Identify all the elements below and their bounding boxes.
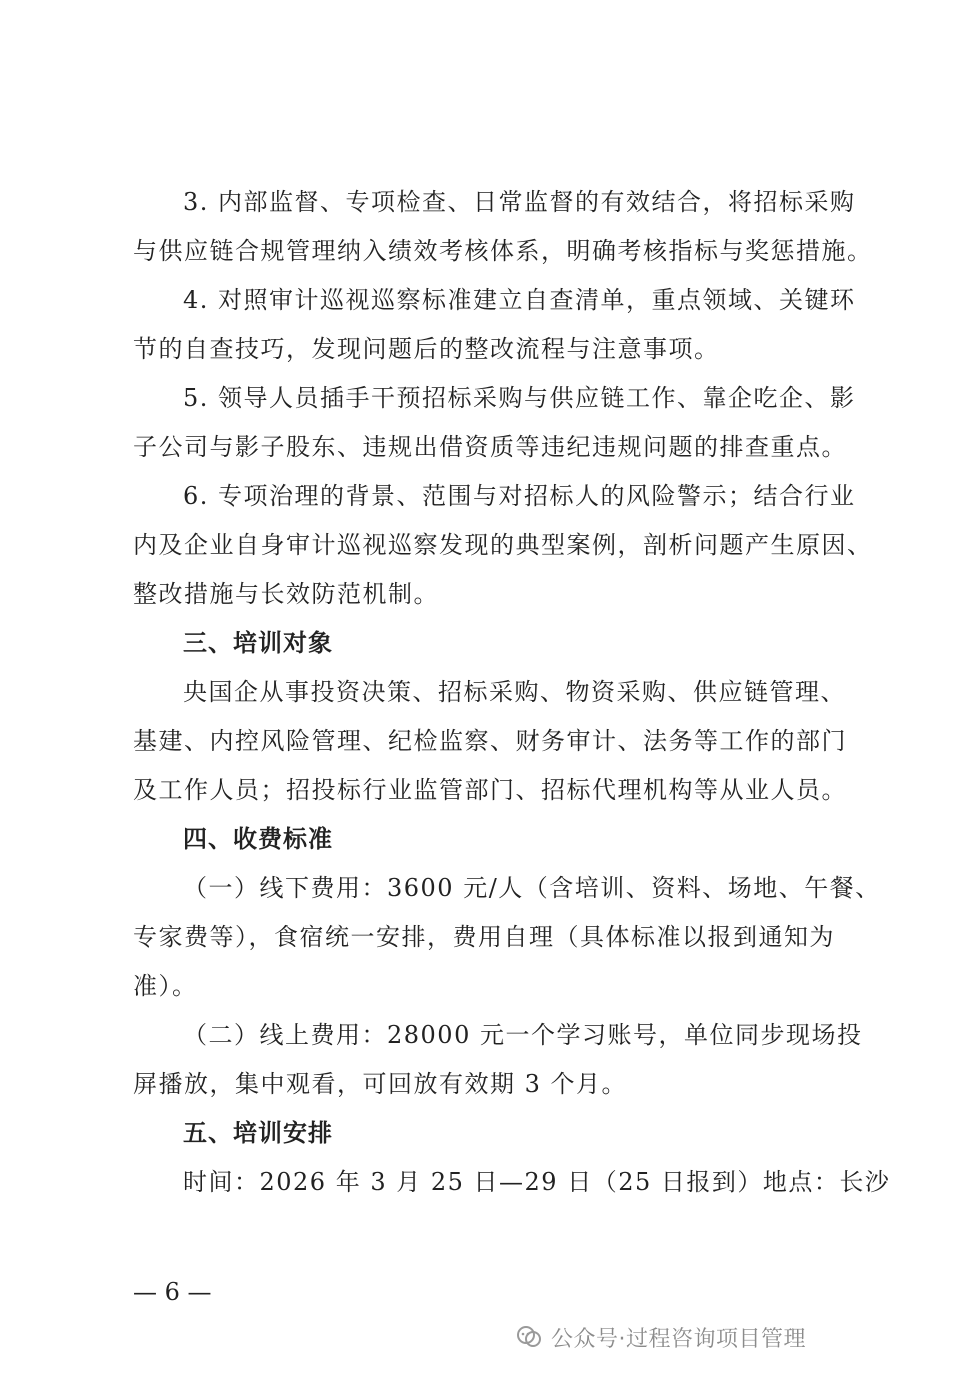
paragraph-line: 时间：2026 年 3 月 25 日—29 日（25 日报到）地点：长沙 [183,1168,891,1196]
page-number: — 6 — [133,1278,212,1306]
paragraph-line: 5. 领导人员插手干预招标采购与供应链工作、靠企吃企、影 [183,384,856,412]
paragraph-line: 3. 内部监督、专项检查、日常监督的有效结合，将招标采购 [183,188,856,216]
watermark-text: 公众号·过程咨询项目管理 [551,1326,806,1352]
section-heading-schedule: 五、培训安排 [183,1119,333,1147]
paragraph-line: 6. 专项治理的背景、范围与对招标人的风险警示；结合行业 [183,482,856,510]
paragraph-line: 及工作人员；招投标行业监管部门、招标代理机构等从业人员。 [133,776,847,804]
paragraph-line: 央国企从事投资决策、招标采购、物资采购、供应链管理、 [183,678,846,706]
watermark [515,1320,806,1354]
paragraph-line: 内及企业自身审计巡视巡察发现的典型案例，剖析问题产生原因、 [133,531,873,559]
paragraph-line: 4. 对照审计巡视巡察标准建立自查清单，重点领域、关键环 [183,286,856,314]
paragraph-line: （一）线下费用：3600 元/人（含培训、资料、场地、午餐、 [183,874,881,902]
paragraph-line: 基建、内控风险管理、纪检监察、财务审计、法务等工作的部门 [133,727,847,755]
paragraph-line: 与供应链合规管理纳入绩效考核体系，明确考核指标与奖惩措施。 [133,237,873,265]
section-heading-fees: 四、收费标准 [183,825,333,853]
paragraph-line: 子公司与影子股东、违规出借资质等违纪违规问题的排查重点。 [133,433,847,461]
wechat-official-account-icon [515,1323,543,1351]
paragraph-line: 屏播放，集中观看，可回放有效期 3 个月。 [133,1070,628,1098]
paragraph-line: 准）。 [133,972,198,1000]
section-heading-training-targets: 三、培训对象 [183,629,333,657]
paragraph-line: 整改措施与长效防范机制。 [133,580,439,608]
paragraph-line: 节的自查技巧，发现问题后的整改流程与注意事项。 [133,335,720,363]
paragraph-line: 专家费等），食宿统一安排，费用自理（具体标准以报到通知为 [133,923,835,951]
paragraph-line: （二）线上费用：28000 元一个学习账号，单位同步现场投 [183,1021,863,1049]
